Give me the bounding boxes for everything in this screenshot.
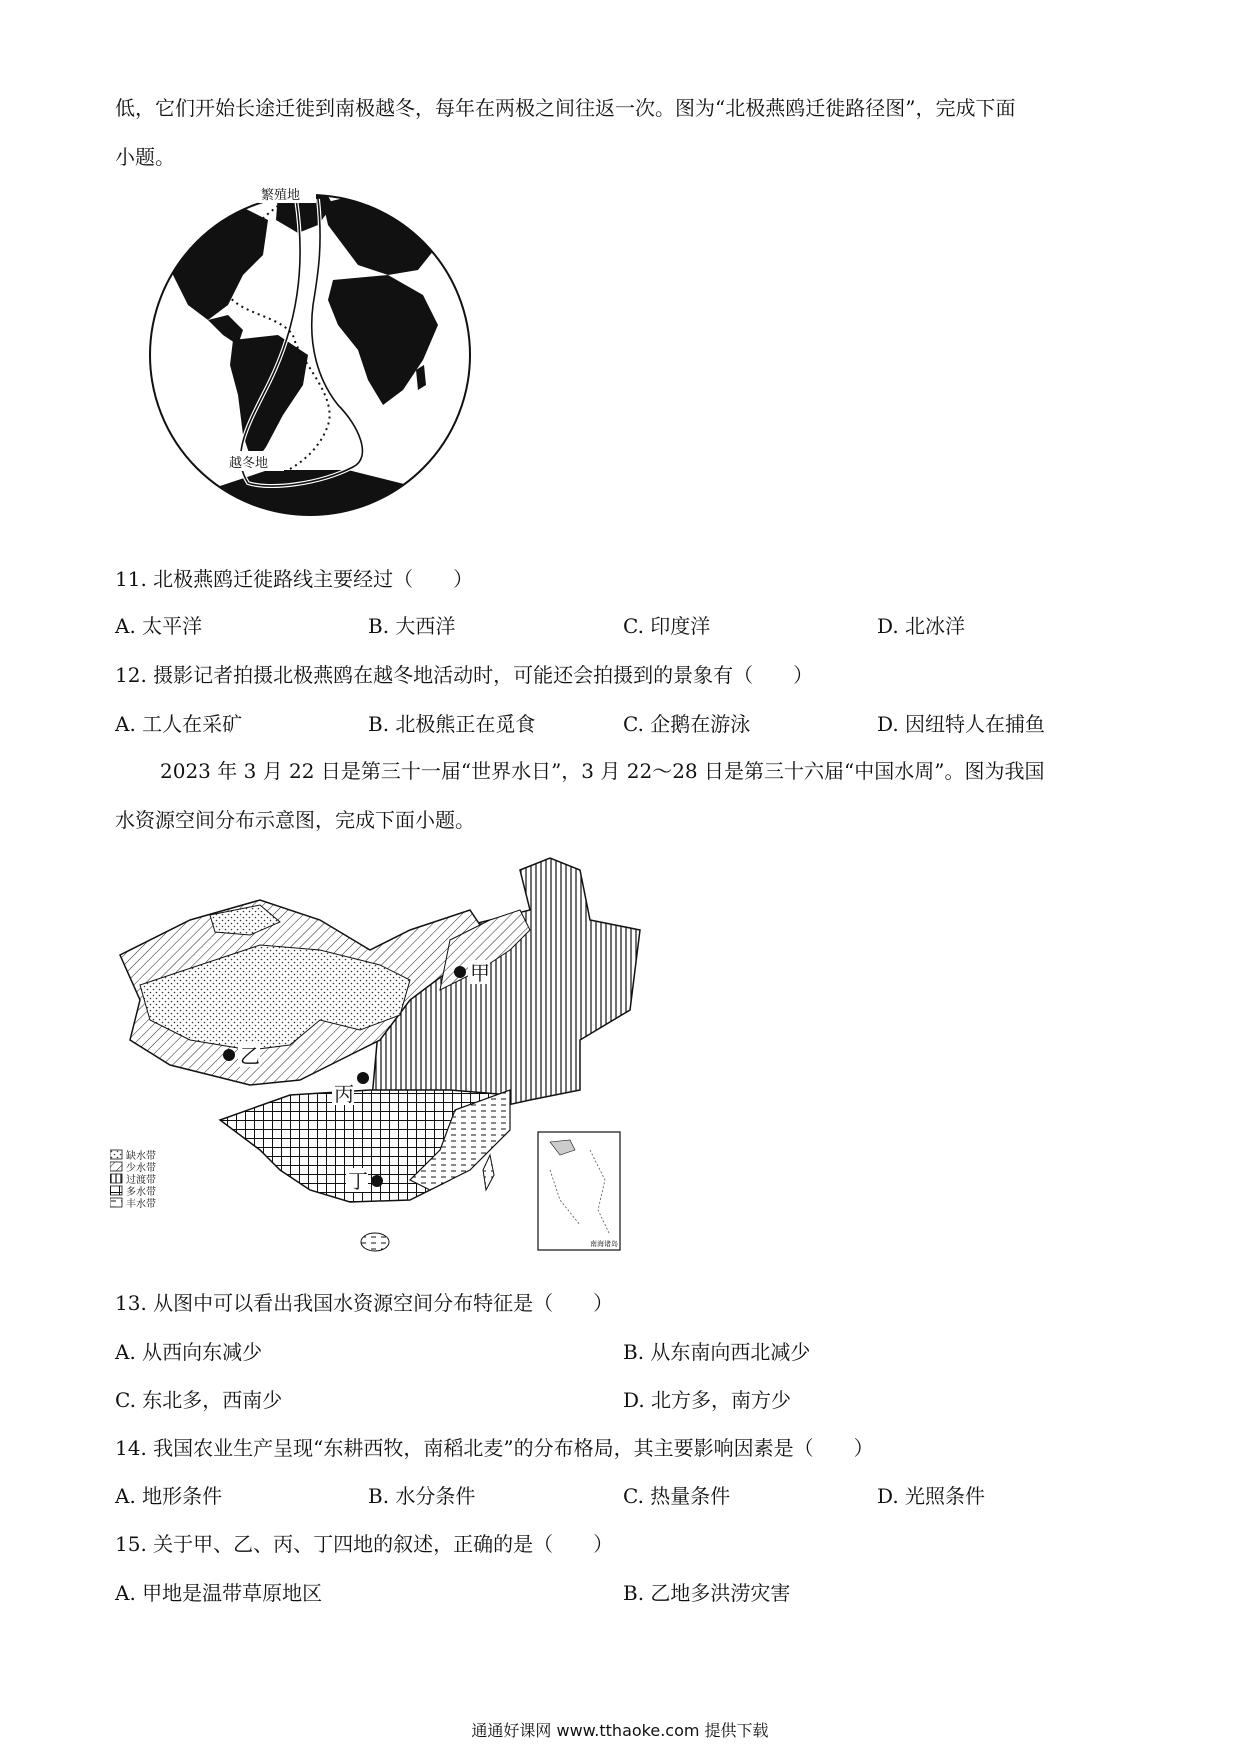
q13-option-b[interactable]: B. 从东南向西北减少	[623, 1340, 811, 1364]
point-jia-marker	[454, 966, 466, 978]
svg-text:过渡带: 过渡带	[126, 1175, 156, 1186]
q11-option-b[interactable]: B. 大西洋	[368, 614, 456, 638]
q12-option-d[interactable]: D. 因纽特人在捕鱼	[877, 712, 1046, 736]
hainan-shape	[361, 1233, 389, 1251]
q14-option-c[interactable]: C. 热量条件	[623, 1484, 731, 1508]
q11-option-a[interactable]: A. 太平洋	[115, 614, 203, 638]
point-yi-label: 乙	[240, 1044, 260, 1068]
q11-option-c[interactable]: C. 印度洋	[623, 614, 711, 638]
intro-line-1: 低，它们开始长途迁徙到南极越冬，每年在两极之间往返一次。图为“北极燕鸥迁徙路径图”，完成下面	[115, 96, 1016, 120]
question-13-stem: 13. 从图中可以看出我国水资源空间分布特征是（ ）	[115, 1291, 614, 1315]
q15-option-a[interactable]: A. 甲地是温带草原地区	[115, 1581, 323, 1605]
q14-option-a[interactable]: A. 地形条件	[115, 1484, 223, 1508]
passage2-line-1: 2023 年 3 月 22 日是第三十一届“世界水日”，3 月 22～28 日是第三十六届“中国水周”。图为我国	[160, 759, 1045, 783]
q12-option-b[interactable]: B. 北极熊正在觅食	[368, 712, 536, 736]
intro-line-2: 小题。	[115, 145, 175, 169]
china-water-resources-map	[110, 850, 700, 1260]
south-china-sea-inset	[538, 1132, 620, 1250]
question-11-stem: 11. 北极燕鸥迁徙路线主要经过（ ）	[115, 567, 474, 591]
q13-option-a[interactable]: A. 从西向东减少	[115, 1340, 263, 1364]
question-12-stem: 12. 摄影记者拍摄北极燕鸥在越冬地活动时，可能还会拍摄到的景象有（ ）	[115, 663, 814, 687]
point-ding-label: 丁	[348, 1169, 368, 1193]
svg-text:多水带: 多水带	[126, 1187, 156, 1198]
q13-option-c[interactable]: C. 东北多，西南少	[115, 1388, 283, 1412]
point-jia-label: 甲	[470, 961, 490, 985]
arctic-tern-migration-map	[148, 185, 478, 545]
page-footer: 通通好课网 www.tthaoke.com 提供下载	[471, 1721, 769, 1740]
passage2-line-2: 水资源空间分布示意图，完成下面小题。	[115, 808, 475, 832]
q13-option-d[interactable]: D. 北方多，南方少	[623, 1388, 792, 1412]
taiwan-shape	[483, 1155, 494, 1190]
svg-text:缺水带: 缺水带	[126, 1151, 156, 1162]
question-15-stem: 15. 关于甲、乙、丙、丁四地的叙述，正确的是（ ）	[115, 1532, 614, 1556]
point-yi-marker	[223, 1049, 235, 1061]
q15-option-b[interactable]: B. 乙地多洪涝灾害	[623, 1581, 791, 1605]
map-legend	[110, 1149, 156, 1210]
question-14-stem: 14. 我国农业生产呈现“东耕西牧，南稻北麦”的分布格局，其主要影响因素是（ ）	[115, 1436, 874, 1460]
q14-option-b[interactable]: B. 水分条件	[368, 1484, 476, 1508]
svg-text:少水带: 少水带	[126, 1163, 156, 1174]
label-wintering-ground: 越冬地	[229, 456, 269, 471]
q14-option-d[interactable]: D. 光照条件	[877, 1484, 986, 1508]
q12-option-a[interactable]: A. 工人在采矿	[115, 712, 243, 736]
point-ding-marker	[371, 1175, 383, 1187]
q11-option-d[interactable]: D. 北冰洋	[877, 614, 966, 638]
label-breeding-ground: 繁殖地	[261, 188, 301, 203]
inset-label: 南海诸岛	[590, 1240, 618, 1248]
point-bing-marker	[357, 1072, 369, 1084]
svg-text:丰水带: 丰水带	[126, 1199, 156, 1210]
q12-option-c[interactable]: C. 企鹅在游泳	[623, 712, 751, 736]
point-bing-label: 丙	[334, 1082, 354, 1106]
